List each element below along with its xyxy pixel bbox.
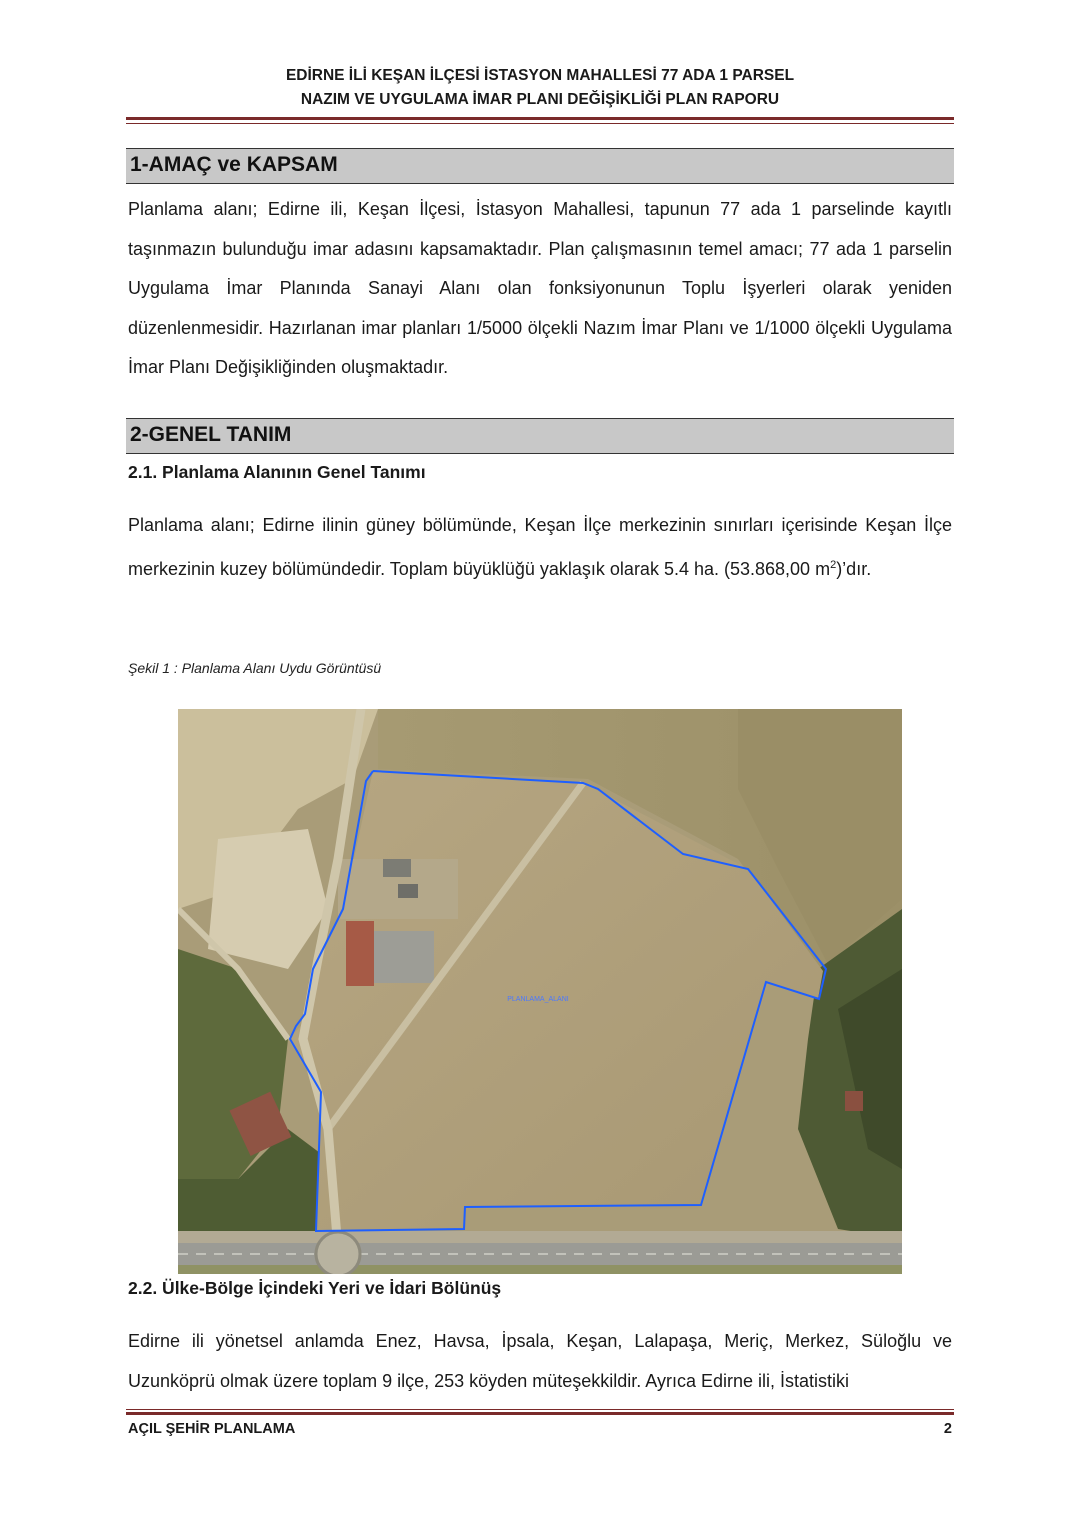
header-divider xyxy=(126,117,954,120)
superscript-2: 2 xyxy=(830,558,837,571)
header-divider-thin xyxy=(126,123,954,124)
section-paragraph-amac: Planlama alanı; Edirne ili, Keşan İlçesi, İstasyon Mahallesi, tapunun 77 ada 1 parselinde kayıtlı taşınmazın bulunduğu imar adasını kapsamaktadır. Plan çalışmasının temel amacı; 77 ada 1 parselin Uygulama İmar Planında Sanayi Alanı olan fonksiyonunun Toplu İşyerleri olarak yeniden düzenlenmesidir. Hazırlanan imar planları 1/5000 ölçekli Nazım İmar Planı ve 1/1000 ölçekli Uygulama İmar Planı Değişikliğinden oluşmaktadır. xyxy=(128,199,952,377)
small-building xyxy=(383,859,411,877)
building-roof-red xyxy=(346,921,374,986)
page-number: 2 xyxy=(943,1421,952,1437)
report-title-line-2: NAZIM VE UYGULAMA İMAR PLANI DEĞİŞİKLİĞİ PLAN RAPORU xyxy=(300,91,780,108)
subsection-paragraph-idari-bolunus: Edirne ili yönetsel anlamda Enez, Havsa, İpsala, Keşan, Lalapaşa, Meriç, Merkez, Süloğlu ve Uzunköprü olmak üzere toplam 9 ilçe, 253 köyden müteşekkildir. Ayrıca Edirne ili, İstatistiki xyxy=(128,1331,952,1391)
section-title: 1-AMAÇ ve KAPSAM xyxy=(130,153,338,176)
footer-divider xyxy=(126,1412,954,1415)
roundabout xyxy=(316,1232,360,1274)
roadside-strip xyxy=(178,1265,902,1274)
figure-caption: Şekil 1 : Planlama Alanı Uydu Görüntüsü xyxy=(128,660,382,676)
building-roof-grey xyxy=(374,931,434,983)
footer-divider-thin xyxy=(126,1409,954,1410)
section-heading-genel-tanim xyxy=(126,418,954,454)
map-label: PLANLAMA_ALANI xyxy=(507,996,569,1003)
east-house xyxy=(845,1091,863,1111)
subsection-title-genel-tanim: 2.1. Planlama Alanının Genel Tanımı xyxy=(128,462,426,482)
subsection-paragraph-genel-tanim xyxy=(128,506,952,589)
section-heading-amac xyxy=(126,148,954,184)
satellite-image xyxy=(178,709,902,1274)
footer-company: AÇIL ŞEHİR PLANLAMA xyxy=(128,1421,296,1437)
subsection-title-idari-bolunus: 2.2. Ülke-Bölge İçindeki Yeri ve İdari Bölünüş xyxy=(128,1278,502,1298)
paragraph-text: Planlama alanı; Edirne ilinin güney bölümünde, Keşan İlçe merkezinin sınırları içerisinde Keşan İlçe merkezinin kuzey bölümündedir. Toplam büyüklüğü yaklaşık olarak 5.4 ha. (53.868,00 m xyxy=(128,515,952,579)
paragraph-tail: )’dır. xyxy=(836,558,872,579)
section-title: 2-GENEL TANIM xyxy=(130,423,292,446)
report-title-line-1: EDİRNE İLİ KEŞAN İLÇESİ İSTASYON MAHALLESİ 77 ADA 1 PARSEL xyxy=(285,67,795,84)
small-building-2 xyxy=(398,884,418,898)
